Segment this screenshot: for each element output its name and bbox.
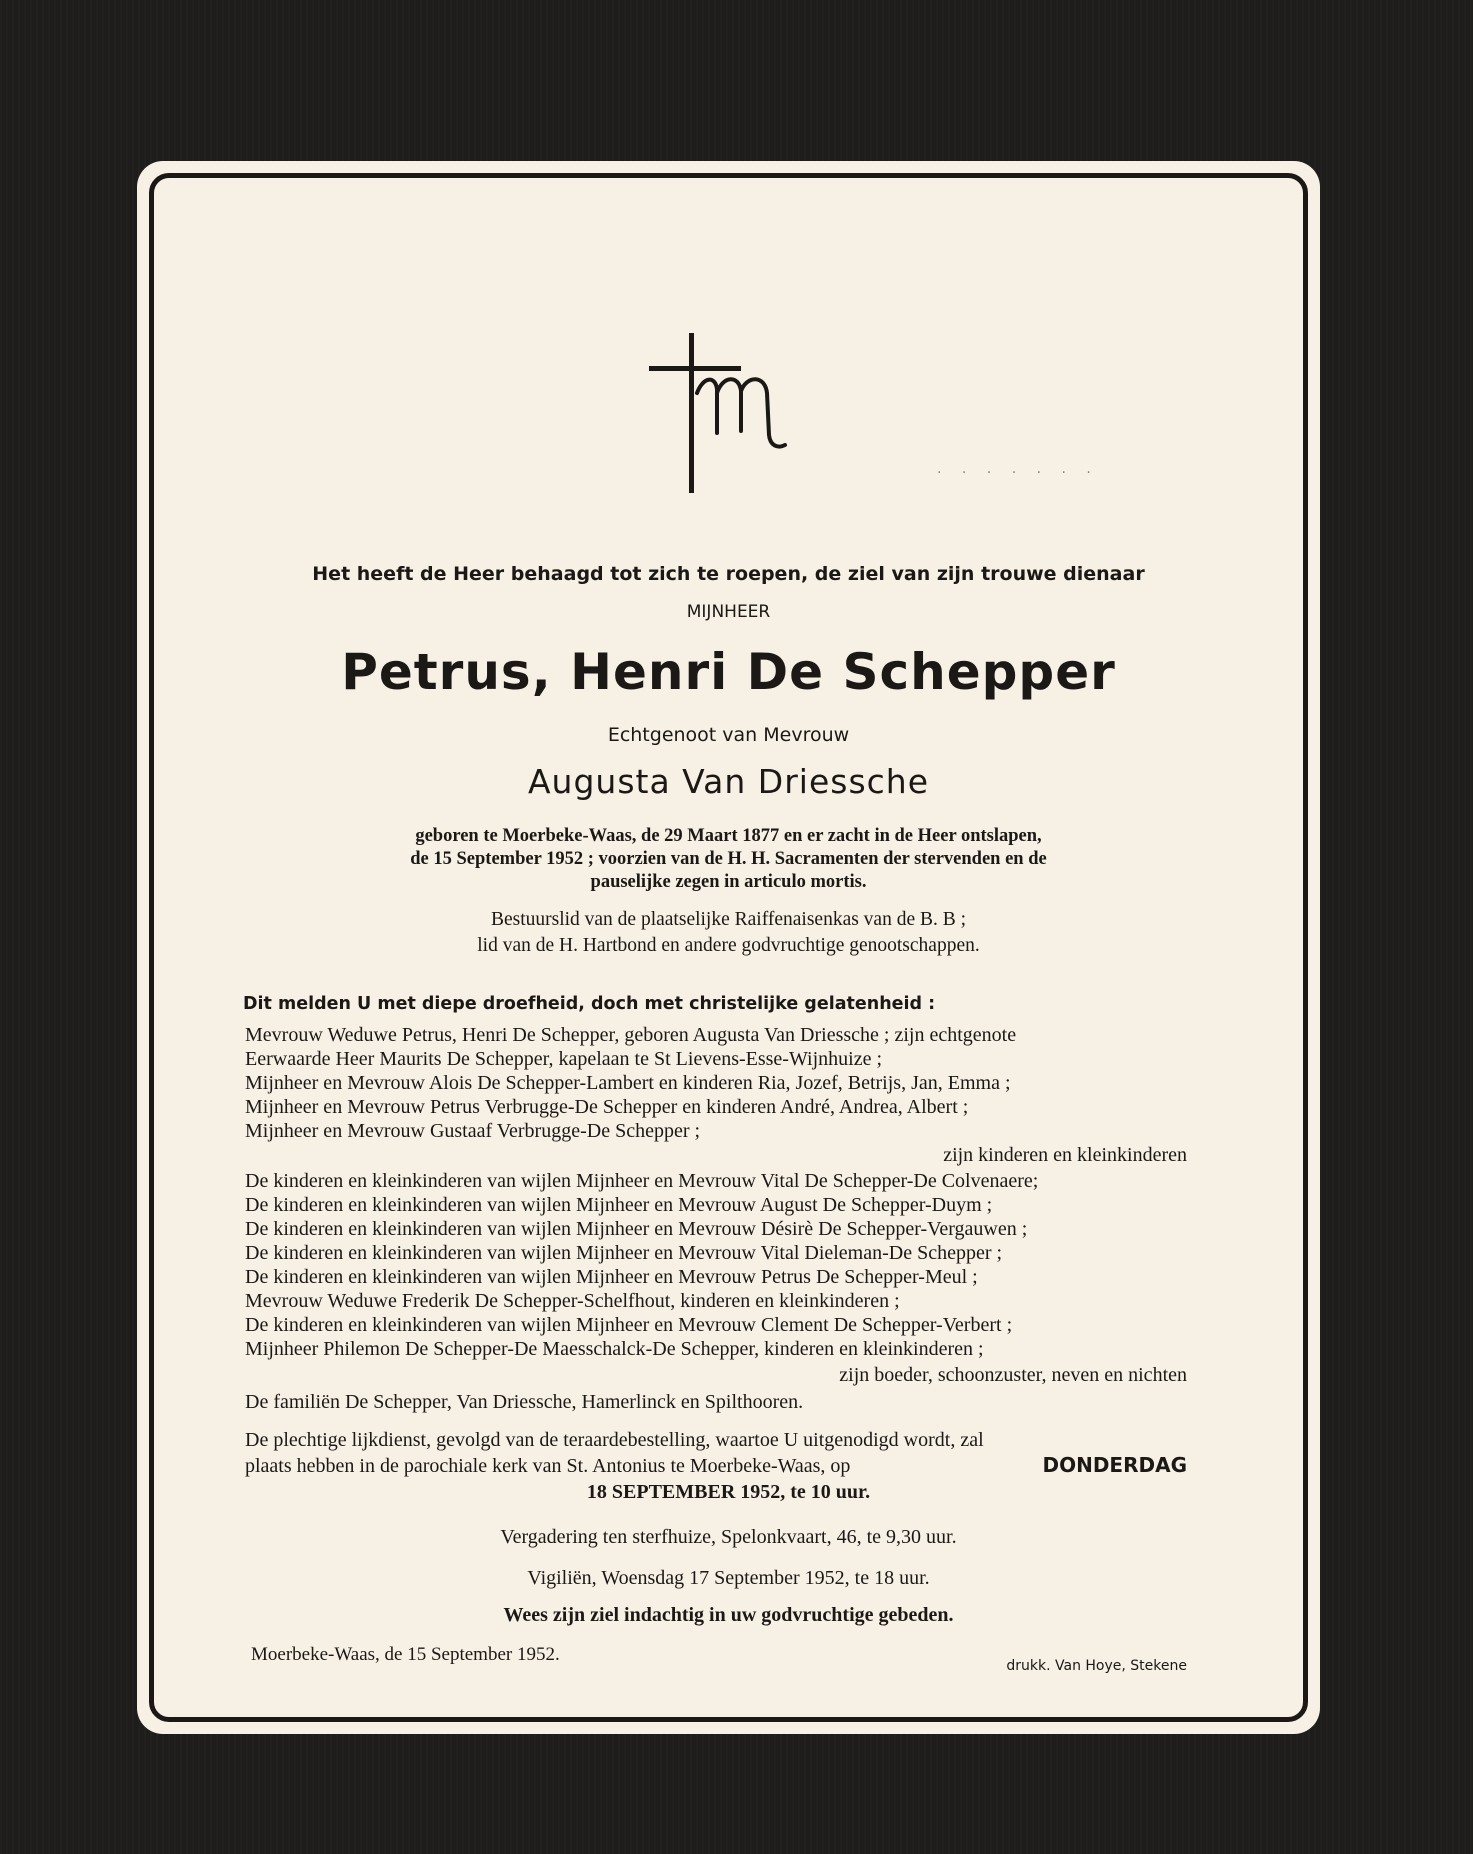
printer-credit: drukk. Van Hoye, Stekene — [1006, 1658, 1187, 1674]
family-line: Mevrouw Weduwe Petrus, Henri De Schepper, geboren Augusta Van Driessche ; zijn echtgenote — [245, 1024, 1017, 1046]
service-line: plaats hebben in de parochiale kerk van St. Antonius te Moerbeke-Waas, op — [245, 1455, 851, 1477]
memorial-card — [137, 161, 1320, 1734]
families-line: De familiën De Schepper, Van Driessche, Hamerlinck en Spilthooren. — [245, 1391, 804, 1413]
family-line: Mevrouw Weduwe Frederik De Schepper-Schelfhout, kinderen en kleinkinderen ; — [245, 1290, 900, 1312]
birth-line: de 15 September 1952 ; voorzien van de H. H. Sacramenten der stervenden en de — [410, 849, 1047, 869]
family-list-relatives — [245, 1169, 1038, 1361]
family-line: Mijnheer Philemon De Schepper-De Maesschalck-De Schepper, kinderen en kleinkinderen ; — [245, 1338, 984, 1360]
family-line: De kinderen en kleinkinderen van wijlen Mijnheer en Mevrouw Vital De Schepper-De Colvenaere; — [245, 1170, 1039, 1192]
family-line: Eerwaarde Heer Maurits De Schepper, kapelaan te St Lievens-Esse-Wijnhuize ; — [245, 1048, 883, 1070]
family-line: De kinderen en kleinkinderen van wijlen Mijnheer en Mevrouw Désirè De Schepper-Vergauwen ; — [245, 1218, 1028, 1240]
birth-line: geboren te Moerbeke-Waas, de 29 Maart 1877 en er zacht in de Heer ontslapen, — [415, 826, 1042, 846]
prayer-line: Wees zijn ziel indachtig in uw godvruchtige gebeden. — [503, 1604, 954, 1626]
deceased-name: Petrus, Henri De Schepper — [341, 643, 1116, 701]
family-suffix-relatives: zijn boeder, schoonzuster, neven en nichten — [839, 1364, 1187, 1386]
intro-text: Het heeft de Heer behaagd tot zich te roepen, de ziel van zijn trouwe dienaar — [312, 563, 1145, 585]
family-line: Mijnheer en Mevrouw Gustaaf Verbrugge-De Schepper ; — [245, 1120, 701, 1142]
salutation: MIJNHEER — [686, 602, 771, 622]
meeting-line: Vergadering ten sterfhuize, Spelonkvaart, 46, te 9,30 uur. — [500, 1526, 957, 1548]
family-line: De kinderen en kleinkinderen van wijlen Mijnheer en Mevrouw Clement De Schepper-Verbert ; — [245, 1314, 1013, 1336]
family-line: De kinderen en kleinkinderen van wijlen Mijnheer en Mevrouw August De Schepper-Duym ; — [245, 1194, 993, 1216]
service-day: DONDERDAG — [1042, 1453, 1187, 1477]
family-list-children — [245, 1023, 1016, 1143]
decorative-dots: . . . . . . . — [937, 461, 1099, 477]
role-line: Bestuurslid van de plaatselijke Raiffenaisenkas van de B. B ; — [490, 909, 967, 930]
birth-line: pauselijke zegen in articulo mortis. — [590, 872, 867, 892]
spouse-intro: Echtgenoot van Mevrouw — [607, 724, 850, 746]
family-line: Mijnheer en Mevrouw Alois De Schepper-Lambert en kinderen Ria, Jozef, Betrijs, Jan, Emma ; — [245, 1072, 1011, 1094]
family-line: Mijnheer en Mevrouw Petrus Verbrugge-De Schepper en kinderen André, Andrea, Albert ; — [245, 1096, 969, 1118]
spouse-name: Augusta Van Driessche — [527, 762, 930, 801]
place-date: Moerbeke-Waas, de 15 September 1952. — [251, 1644, 560, 1665]
vigils-line: Vigiliën, Woensdag 17 September 1952, te 18 uur. — [527, 1567, 930, 1589]
family-suffix-children: zijn kinderen en kleinkinderen — [943, 1144, 1187, 1166]
cross-monogram-icon — [647, 333, 827, 503]
service-date: 18 SEPTEMBER 1952, te 10 uur. — [586, 1481, 871, 1503]
family-line: De kinderen en kleinkinderen van wijlen Mijnheer en Mevrouw Petrus De Schepper-Meul ; — [245, 1266, 978, 1288]
service-line: De plechtige lijkdienst, gevolgd van de teraardebestelling, waartoe U uitgenodigd wordt, zal — [245, 1429, 984, 1451]
announcement: Dit melden U met diepe droefheid, doch met christelijke gelatenheid : — [243, 994, 936, 1014]
family-line: De kinderen en kleinkinderen van wijlen Mijnheer en Mevrouw Vital Dieleman-De Schepper ; — [245, 1242, 1003, 1264]
role-line: lid van de H. Hartbond en andere godvruchtige genootschappen. — [477, 935, 980, 956]
